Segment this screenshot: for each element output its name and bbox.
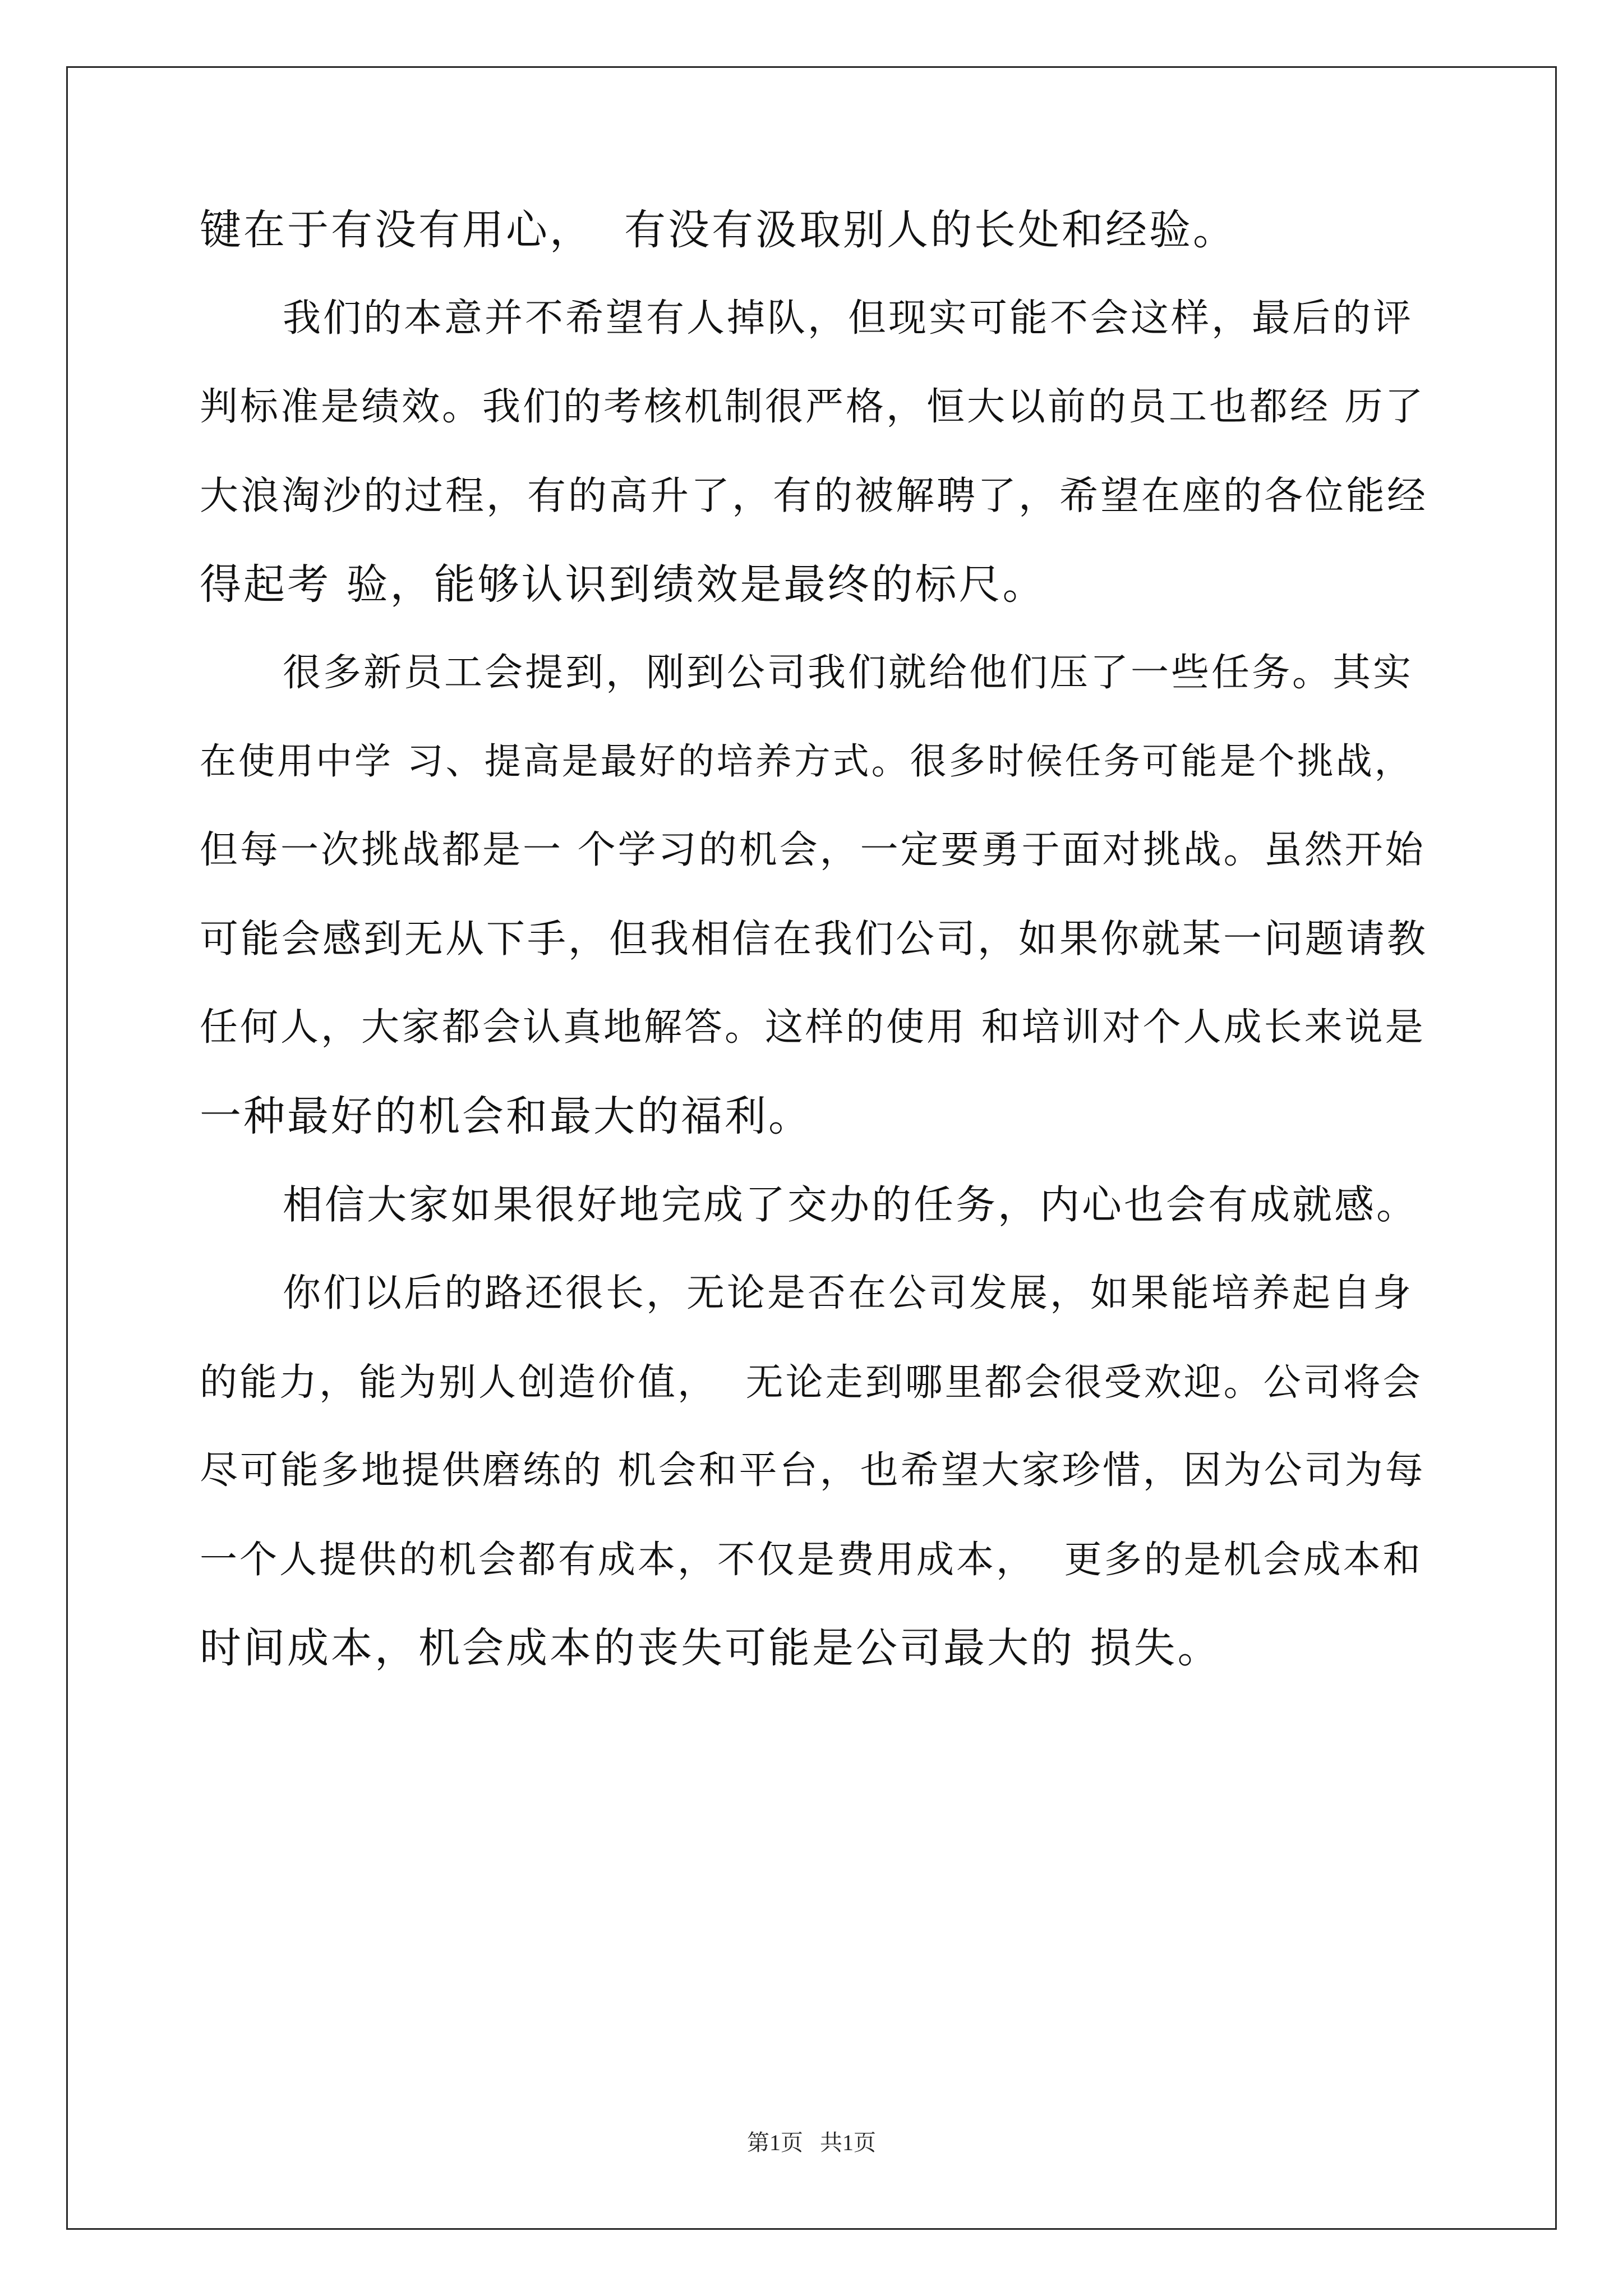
text-line: 很多新员工会提到，刚到公司我们就给他们压了一些任务。其实 — [283, 651, 1414, 695]
text-line: 在使用中学 习、提高是最好的培养方式。很多时候任务可能是个挑战， — [200, 740, 1413, 783]
text-line: 我们的本意并不希望有人掉队，但现实可能不会这样，最后的评 — [283, 296, 1414, 341]
text-line: 可能会感到无从下手，但我相信在我们公司，如果你就某一问题请教 — [200, 917, 1428, 961]
text-line: 时间成本，机会成本的丧失可能是公司最大的 损失。 — [200, 1624, 1221, 1672]
page-number-footer: 第1页 共1页 — [747, 2130, 876, 2155]
text-line: 大浪淘沙的过程，有的高升了，有的被解聘了，希望在座的各位能经 — [200, 473, 1428, 518]
text-line: 的能力，能为别人创造价值， 无论走到哪里都会很受欢迎。公司将会 — [200, 1360, 1423, 1404]
text-line: 但每一次挑战都是一 个学习的机会，一定要勇于面对挑战。虽然开始 — [200, 828, 1426, 872]
text-line: 键在于有没有用心， 有没有汲取别人的长处和经验。 — [200, 206, 1237, 254]
text-line: 任何人，大家都会认真地解答。这样的使用 和培训对个人成长来说是 — [200, 1005, 1426, 1050]
text-line: 相信大家如果很好地完成了交办的任务，内心也会有成就感。 — [283, 1181, 1419, 1228]
text-line: 判标准是绩效。我们的考核机制很严格，恒大以前的员工也都经 历了 — [200, 385, 1426, 429]
text-line: 一种最好的机会和最大的福利。 — [200, 1092, 812, 1140]
text-line: 尽可能多地提供磨练的 机会和平台，也希望大家珍惜，因为公司为每 — [200, 1448, 1426, 1493]
text-line: 得起考 验，能够认识到绩效是最终的标尺。 — [200, 560, 1046, 609]
text-line: 你们以后的路还很长，无论是否在公司发展，如果能培养起自身 — [283, 1271, 1414, 1315]
text-line: 一个人提供的机会都有成本，不仅是费用成本， 更多的是机会成本和 — [200, 1538, 1423, 1581]
